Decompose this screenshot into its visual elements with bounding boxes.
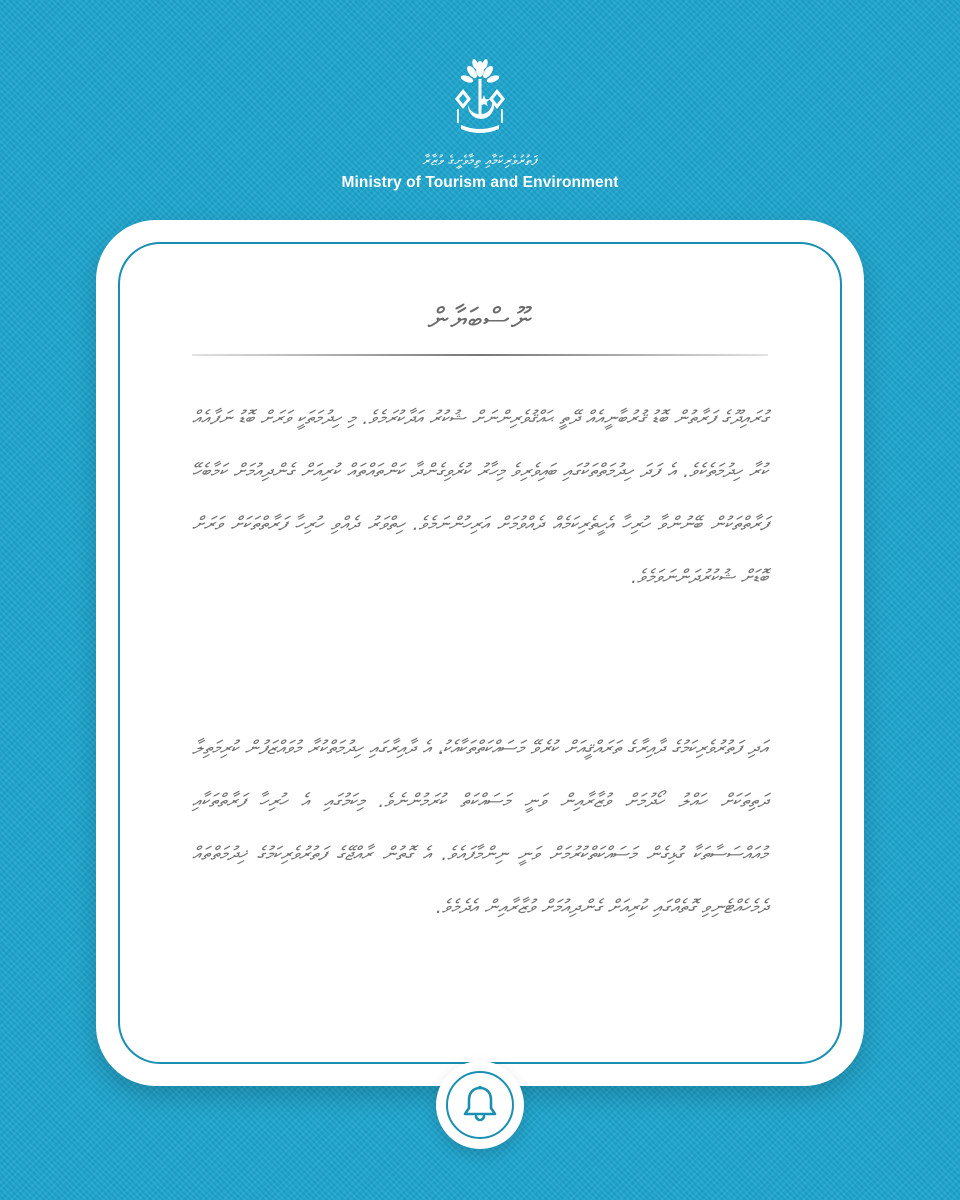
bell-badge xyxy=(436,1061,524,1149)
notice-card xyxy=(96,220,864,1086)
notice-paragraph-1: ގުރައިދޫގެ ފަރާތުން ބޮޑު ޤުރުބާނީއެއް ދޭތީ ޙައްޤުވެރިންނަށް ޝުކުރު އަދާކުރަމެވެ. މި ހިދުމަތަކީ ވަރަށް ބޮޑު ނަފާއެއް ކުރާ ހިދުމަތެކެވެ. އެ ފަދަ ހިދުމަތްތަކުގައި ބައިވެރިވެ މިހާރު ކުރެވިގެންދާ ކަންތައްތައް ކުރިއަށް ގެންދިއުމަށް ކަމާބެހޭ ފަރާތްތަކުން ބޭނުންވާ ހުރިހާ އެހީތެރިކަމެއް ދެއްވުމަށް އަރިހުންނަމެވެ. ހިތްވަރު ދެއްވި ހުރިހާ ފަރާތްތަކަށް ވަރަށް ބޮޑަށް ޝުކުރުދަންނަވަމެވެ. xyxy=(192,407,768,588)
notice-title: ނޫސްބަޔާން xyxy=(427,302,533,337)
state-emblem-icon xyxy=(435,55,525,145)
ministry-header xyxy=(0,55,960,192)
notice-card-border xyxy=(118,242,842,1064)
title-divider xyxy=(192,354,768,356)
bell-ring xyxy=(446,1071,514,1139)
notice-paragraph-2: އަދި ފަތުރުވެރިކަމުގެ ދާއިރާގެ ތަރައްޤީއަށް ކުރެވޭ މަސައްކަތްތަކާއެކު، އެ ދާއިރާގައި ހިދުމަތްކުރާ މުވައްޒަފުން ކުރިމަތިލާ ދަތިތަކަށް ހައްލު ހޯދުމަށް ވުޒާރާއިން ވަނީ މަސައްކަތް ކުރަމުންނެވެ. މިކަމުގައި އެ ހުރިހާ ފަރާތްތަކާއި މުއައްސަސާތަކާ ގުޅިގެން މަސައްކަތްކުރުމަށް ވަނީ ނިންމާފައެވެ. އެ ގޮތުން ރާއްޖޭގެ ފަތުރުވެރިކަމުގެ ޚިދުމަތްތައް ދެމެހެއްޓެނިވި ގޮތެއްގައި ކުރިއަށް ގެންދިއުމަށް ވުޒާރާއިން އެދެމެވެ. xyxy=(192,737,768,918)
ministry-name-dhivehi: ފަތުރުވެރިކަމާއި ތިމާވެށީގެ ވުޒާރާ xyxy=(422,153,538,169)
bell-icon xyxy=(462,1085,498,1123)
ministry-name-english: Ministry of Tourism and Environment xyxy=(341,174,619,191)
